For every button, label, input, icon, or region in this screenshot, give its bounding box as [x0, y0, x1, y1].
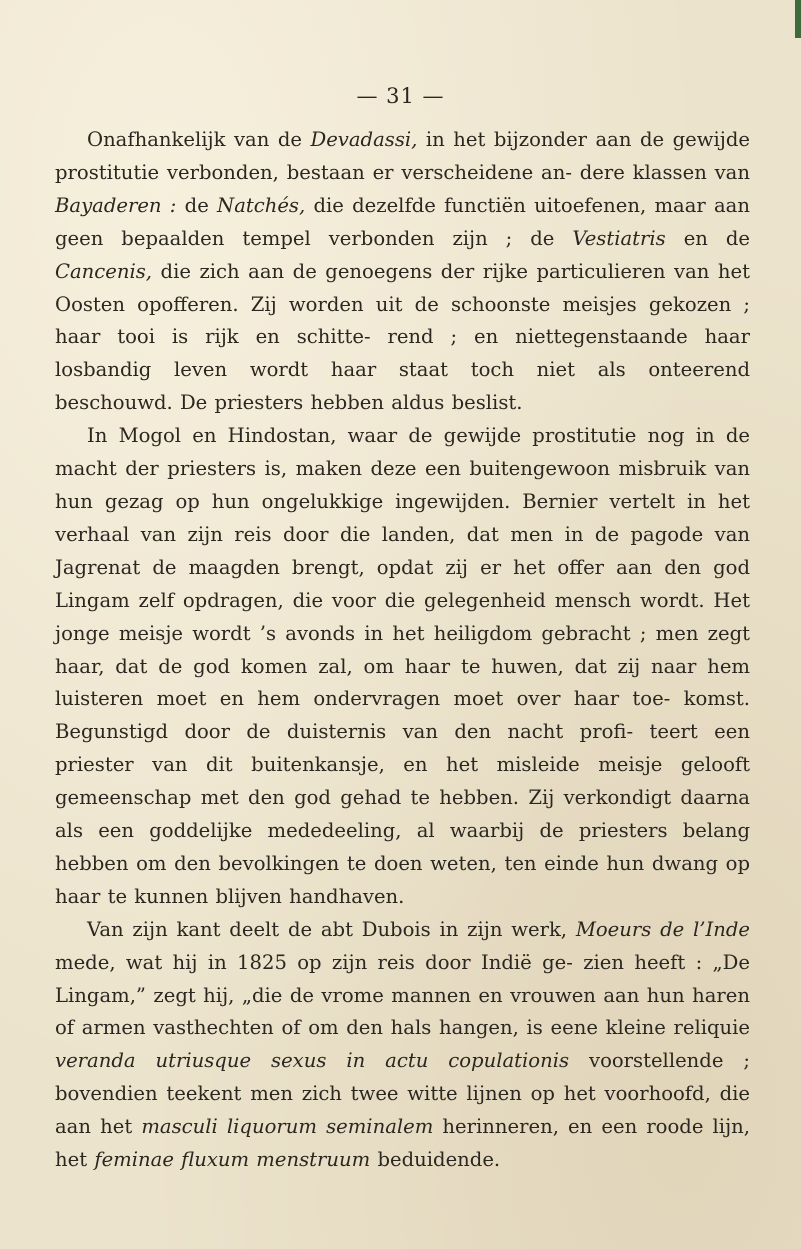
text-run: voorstellende ; bovendien teekent men zich twee witte lijnen op het voorhoofd, die aan het	[55, 1049, 750, 1139]
italic-term: Moeurs de l’Inde	[575, 917, 750, 941]
italic-term: Vestiatris	[572, 226, 666, 250]
text-run: in het bijzonder aan de gewijde prostitutie verbonden, bestaan er verscheidene an- dere klassen van	[55, 128, 750, 184]
text-run: en de	[665, 226, 750, 250]
italic-term: veranda utriusque sexus in actu copulationis	[55, 1049, 570, 1073]
italic-term: masculi liquorum seminalem	[141, 1115, 434, 1139]
body-text	[55, 124, 750, 1177]
text-run: die zich aan de genoegens der rijke particulieren van het Oosten opofferen. Zij worden uit de schoonste meisjes gekozen ; haar tooi is rijk en schitte- rend ; en niettegenstaande haar losbandig leven wordt haar staat toch niet als onteerend beschouwd. De priesters hebben aldus beslist.	[55, 259, 750, 415]
page-edge-mark	[795, 0, 801, 38]
paragraph-2	[55, 420, 750, 914]
text-run: de	[176, 193, 218, 217]
text-run: beduidende.	[370, 1148, 501, 1172]
text-run: herinneren, en een roode lijn, het	[55, 1115, 750, 1172]
paragraph-1	[55, 124, 750, 420]
italic-term: feminae fluxum menstruum	[94, 1148, 371, 1172]
text-run: Onafhankelijk van de	[87, 128, 311, 151]
italic-term: Devadassi,	[310, 128, 418, 151]
italic-term: Bayaderen :	[55, 193, 177, 217]
paragraph-3	[55, 914, 750, 1177]
text-run: In Mogol en Hindostan, waar de gewijde prostitutie nog in de macht der priesters is, maken deze een buitengewoon misbruik van hun gezag op hun ongelukkige ingewijden. Bernier vertelt in het verhaal van zijn reis door die landen, dat men in de pagode van Jagrenat de maagden brengt, opdat zij er het offer aan den god Lingam zelf opdragen, die voor die gelegenheid mensch wordt. Het jonge meisje wordt ’s avonds in het heiligdom gebracht ; men zegt haar, dat de god komen zal, om haar te huwen, dat zij naar hem luisteren moet en hem ondervragen moet over haar toe- komst. Begunstigd door de duisternis van den nacht profi- teert een priester van dit buitenkansje, en het misleide meisje gelooft gemeenschap met den god gehad te hebben. Zij verkondigt daarna als een goddelijke mededeeling, al waarbij de priesters belang hebben om den bevolkingen te doen weten, ten einde hun dwang op haar te kunnen blijven handhaven.	[55, 424, 750, 908]
italic-term: Cancenis,	[55, 259, 153, 283]
text-run: die dezelfde functiën uitoefenen, maar aan geen bepaalden tempel verbonden zijn ; de	[55, 193, 750, 250]
text-run: Van zijn kant deelt de abt Dubois in zijn werk,	[87, 917, 576, 941]
italic-term: Natchés,	[217, 193, 306, 217]
page-number: — 31 —	[356, 84, 445, 108]
text-run: mede, wat hij in 1825 op zijn reis door Indië ge- zien heeft : „De Lingam,” zegt hij, „die de vrome mannen en vrouwen aan hun haren of armen vasthechten of om den hals hangen, is eene kleine reliquie	[55, 950, 750, 1040]
